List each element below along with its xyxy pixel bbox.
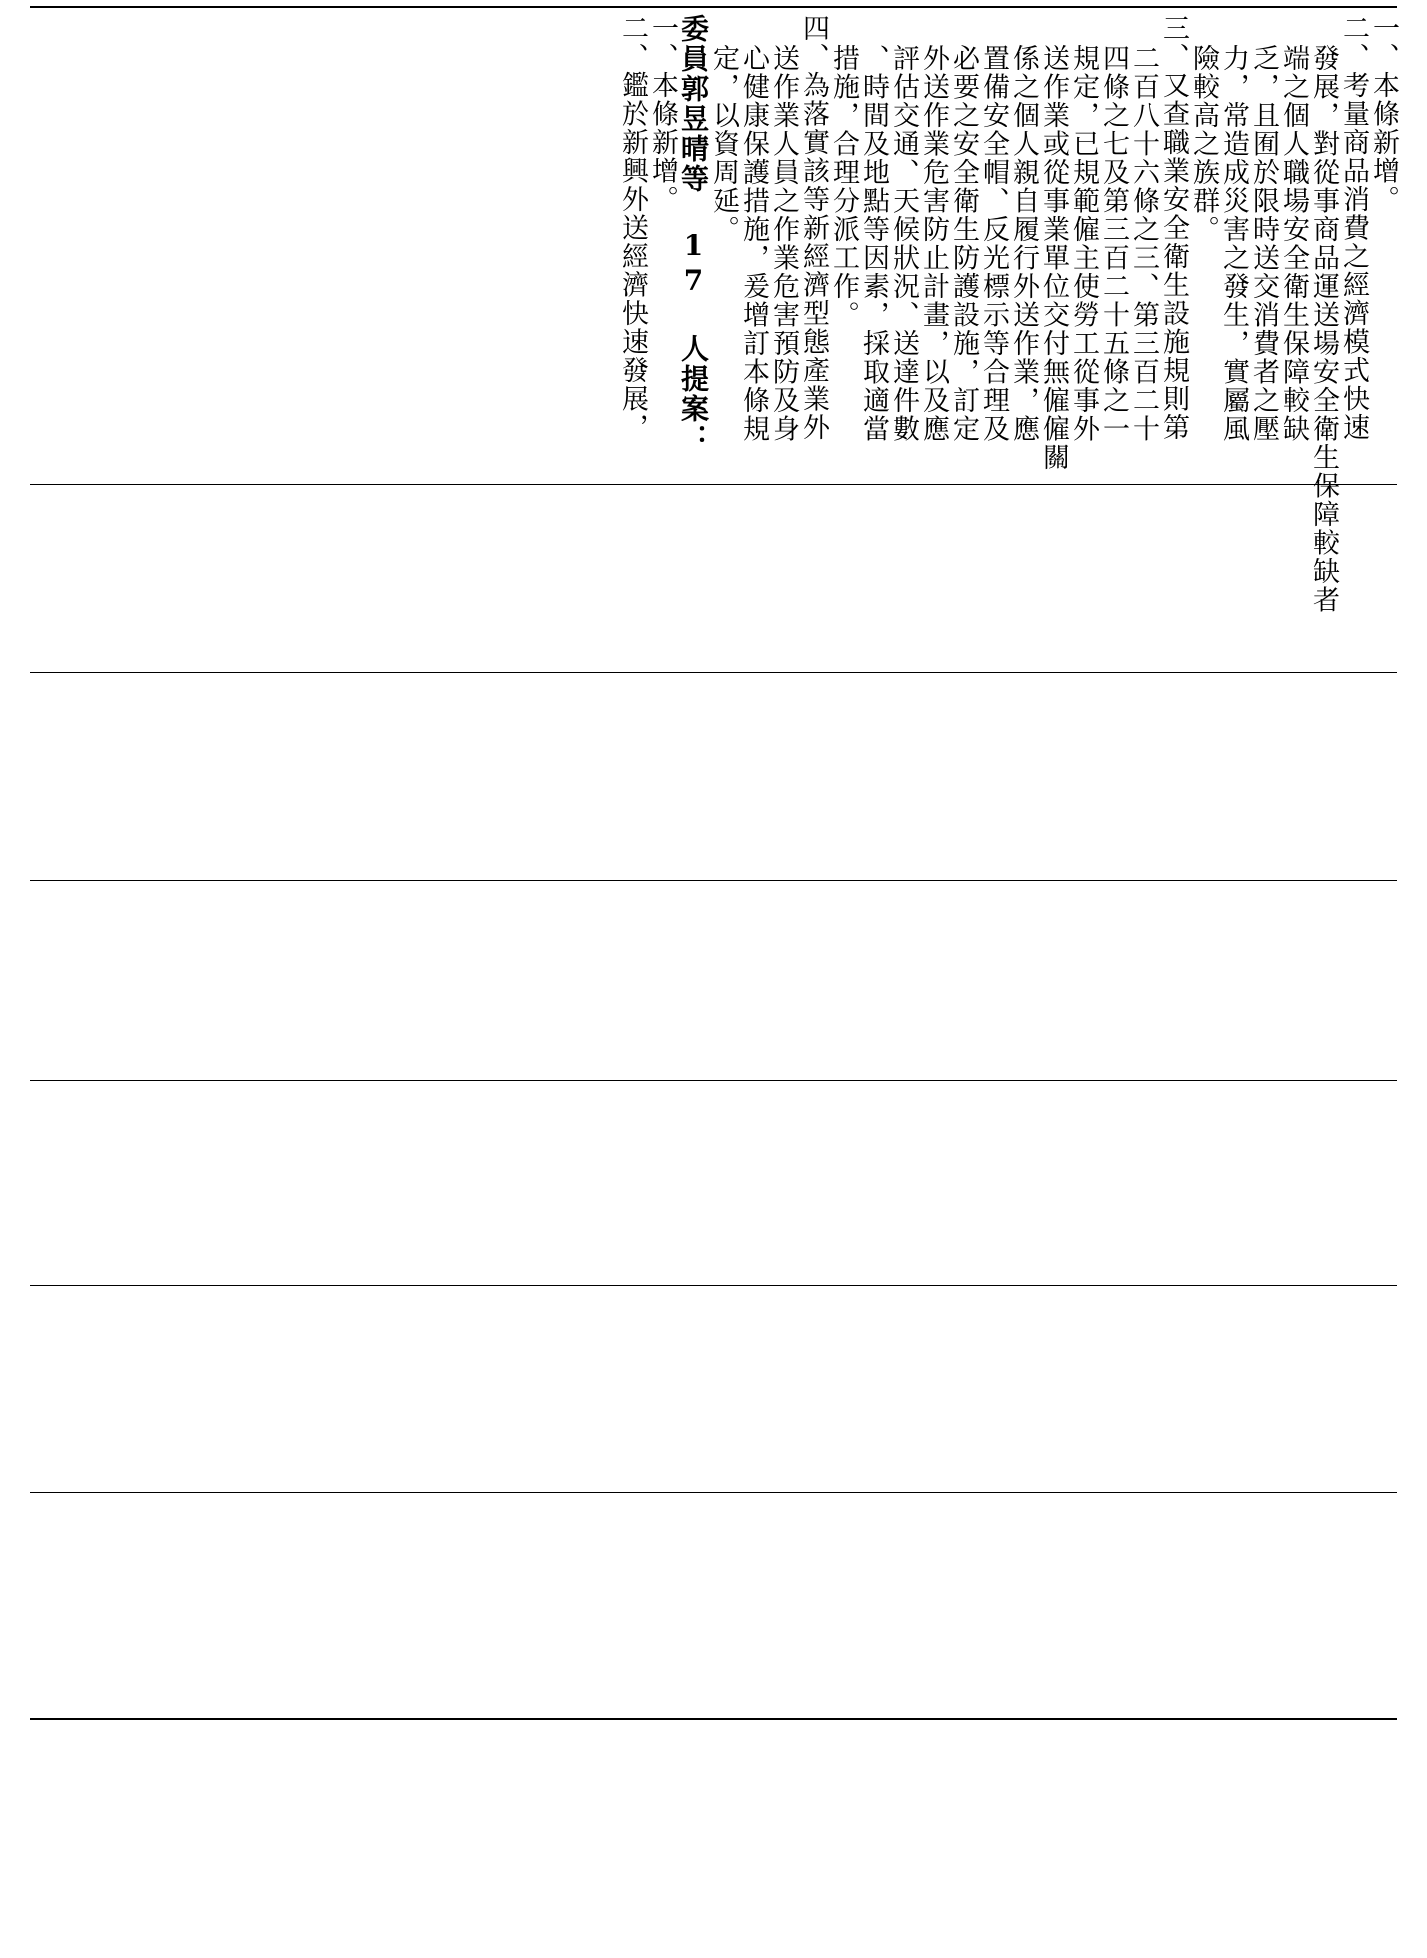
text-column: 送作業人員之作業危害預防及身 bbox=[768, 44, 799, 443]
text-column: 四、為落實該等新經濟型態產業外 bbox=[798, 14, 829, 442]
table-row-divider bbox=[30, 484, 1397, 485]
text-column: 二、考量商品消費之經濟模式快速 bbox=[1338, 14, 1369, 442]
text-column: 送作業或從事業單位交付無僱僱關 bbox=[1038, 44, 1069, 472]
text-column: 置備安全帽、反光標示等合理及 bbox=[978, 44, 1009, 443]
text-column: 四條之七及第三百二十五條之一 bbox=[1098, 44, 1129, 443]
table-row-divider bbox=[30, 1080, 1397, 1081]
text-column: 心健康保護措施，爰增訂本條規 bbox=[738, 44, 769, 443]
proposal-heading: 委員郭昱晴等 17 人提案： bbox=[677, 14, 710, 454]
table-row-divider bbox=[30, 1492, 1397, 1493]
text-column: 外送作業危害防止計畫，以及應 bbox=[918, 44, 949, 443]
text-column: 二百八十六條之三、第三百二十 bbox=[1128, 44, 1159, 443]
table-border-top bbox=[30, 6, 1397, 8]
text-column: 、時間及地點等因素，採取適當 bbox=[858, 44, 889, 443]
text-column: 一、本條新增。 bbox=[1368, 14, 1399, 214]
text-column: 措施，合理分派工作。 bbox=[828, 44, 859, 329]
table-row-divider bbox=[30, 1285, 1397, 1286]
table-border-bottom bbox=[30, 1718, 1397, 1720]
table-row-divider bbox=[30, 672, 1397, 673]
text-column: 定，以資周延。 bbox=[708, 44, 739, 244]
text-column: 端之個人職場安全衛生保障較缺 bbox=[1278, 44, 1309, 443]
table-row-divider bbox=[30, 880, 1397, 881]
text-column: 評估交通、天候狀況、送達件數 bbox=[888, 44, 919, 443]
text-column: 三、又查職業安全衛生設施規則第 bbox=[1158, 14, 1189, 442]
text-column: 係之個人親自履行外送作業，應 bbox=[1008, 44, 1039, 443]
text-column: 發展，對從事商品運送場安全衛生保障較缺者 bbox=[1308, 44, 1339, 614]
text-column: 規定，已規範僱主使勞工從事外 bbox=[1068, 44, 1099, 443]
text-column: 乏，且囿於限時送交消費者之壓 bbox=[1248, 44, 1279, 443]
text-column: 二、鑑於新興外送經濟快速發展， bbox=[617, 14, 648, 442]
text-column: 險較高之族群。 bbox=[1188, 44, 1219, 244]
text-column: 一、本條新增。 bbox=[647, 14, 678, 214]
text-column: 必要之安全衛生防護設施，訂定 bbox=[948, 44, 979, 443]
vertical-text-block bbox=[30, 14, 1399, 614]
text-column: 力，常造成災害之發生，實屬風 bbox=[1218, 44, 1249, 443]
